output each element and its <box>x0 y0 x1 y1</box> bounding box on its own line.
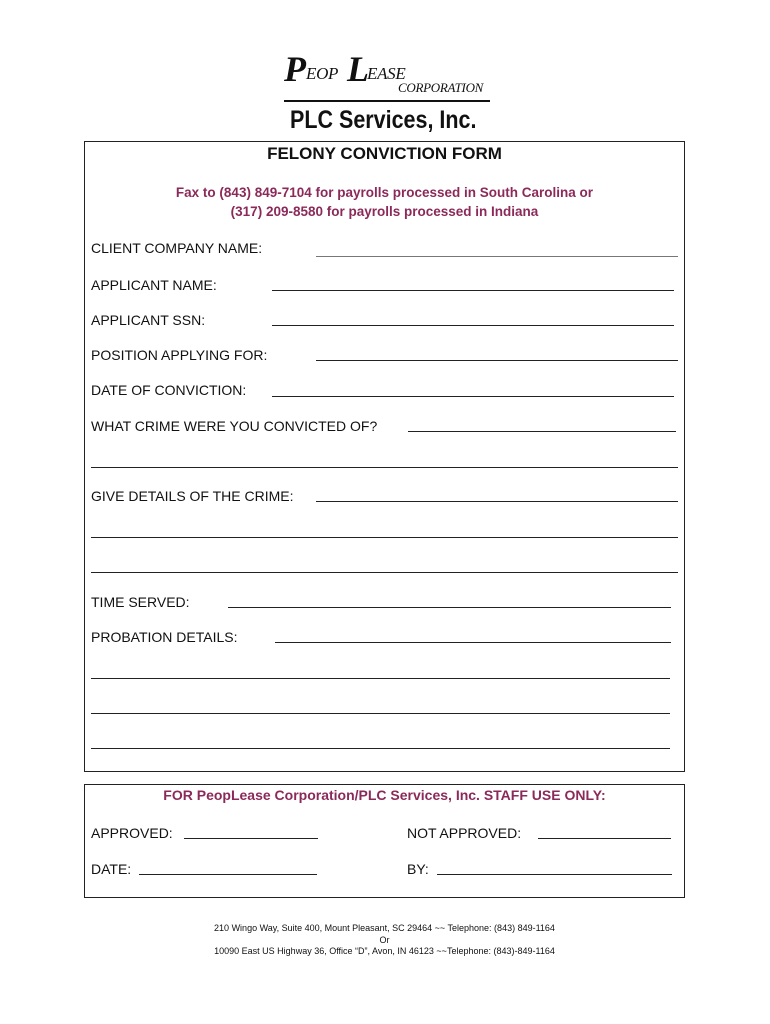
footer-address-in: 10090 East US Highway 36, Office “D”, Avon, IN 46123 ~~Telephone: (843)-849-1164 <box>214 946 555 956</box>
logo-text-corporation: CORPORATION <box>398 80 484 95</box>
applicant-ssn-field[interactable] <box>272 325 674 326</box>
not-approved-field[interactable] <box>538 838 671 839</box>
footer-address-sc: 210 Wingo Way, Suite 400, Mount Pleasant, SC 29464 ~~ Telephone: (843) 849-1164 <box>214 923 555 933</box>
crime-field[interactable] <box>408 431 676 432</box>
details-field-line3[interactable] <box>91 572 678 573</box>
time-served-label: TIME SERVED: <box>91 594 190 610</box>
crime-label: WHAT CRIME WERE YOU CONVICTED OF? <box>91 418 378 434</box>
by-label: BY: <box>407 861 429 877</box>
approved-field[interactable] <box>184 838 318 839</box>
peoplease-logo <box>284 44 490 106</box>
applicant-name-field[interactable] <box>272 290 674 291</box>
applicant-ssn-label: APPLICANT SSN: <box>91 312 206 328</box>
client-company-field[interactable] <box>316 256 678 257</box>
details-label: GIVE DETAILS OF THE CRIME: <box>91 488 294 504</box>
crime-field-line2[interactable] <box>91 467 678 468</box>
date-of-conviction-field[interactable] <box>272 396 674 397</box>
time-served-field[interactable] <box>228 607 671 608</box>
fax-instruction-line2: (317) 209-8580 for payrolls processed in Indiana <box>230 204 539 219</box>
probation-field-line2[interactable] <box>91 678 670 679</box>
applicant-name-label: APPLICANT NAME: <box>91 277 217 293</box>
position-field[interactable] <box>316 360 678 361</box>
staff-date-label: DATE: <box>91 861 132 877</box>
fax-instruction-line1: Fax to (843) 849-7104 for payrolls processed in South Carolina or <box>175 185 594 200</box>
logo-letter-p: P <box>284 49 306 89</box>
staff-date-field[interactable] <box>139 874 317 875</box>
client-company-label: CLIENT COMPANY NAME: <box>91 240 263 256</box>
footer-or: Or <box>379 935 390 945</box>
logo-text-ease: EASE <box>367 64 406 83</box>
date-of-conviction-label: DATE OF CONVICTION: <box>91 382 247 398</box>
details-field-line2[interactable] <box>91 537 678 538</box>
logo-rule <box>284 100 490 102</box>
logo-letter-l: L <box>347 49 369 89</box>
probation-field-line3[interactable] <box>91 713 670 714</box>
company-name: PLC Services, Inc. <box>290 106 477 134</box>
form-title: FELONY CONVICTION FORM <box>267 144 502 163</box>
by-field[interactable] <box>437 874 672 875</box>
position-label: POSITION APPLYING FOR: <box>91 347 268 363</box>
logo-text-eop: EOP <box>306 64 339 83</box>
details-field[interactable] <box>316 501 678 502</box>
approved-label: APPROVED: <box>91 825 173 841</box>
probation-label: PROBATION DETAILS: <box>91 629 238 645</box>
probation-field[interactable] <box>275 642 671 643</box>
probation-field-line4[interactable] <box>91 748 670 749</box>
staff-heading: FOR PeopLease Corporation/PLC Services, Inc. STAFF USE ONLY: <box>163 787 606 803</box>
not-approved-label: NOT APPROVED: <box>407 825 522 841</box>
